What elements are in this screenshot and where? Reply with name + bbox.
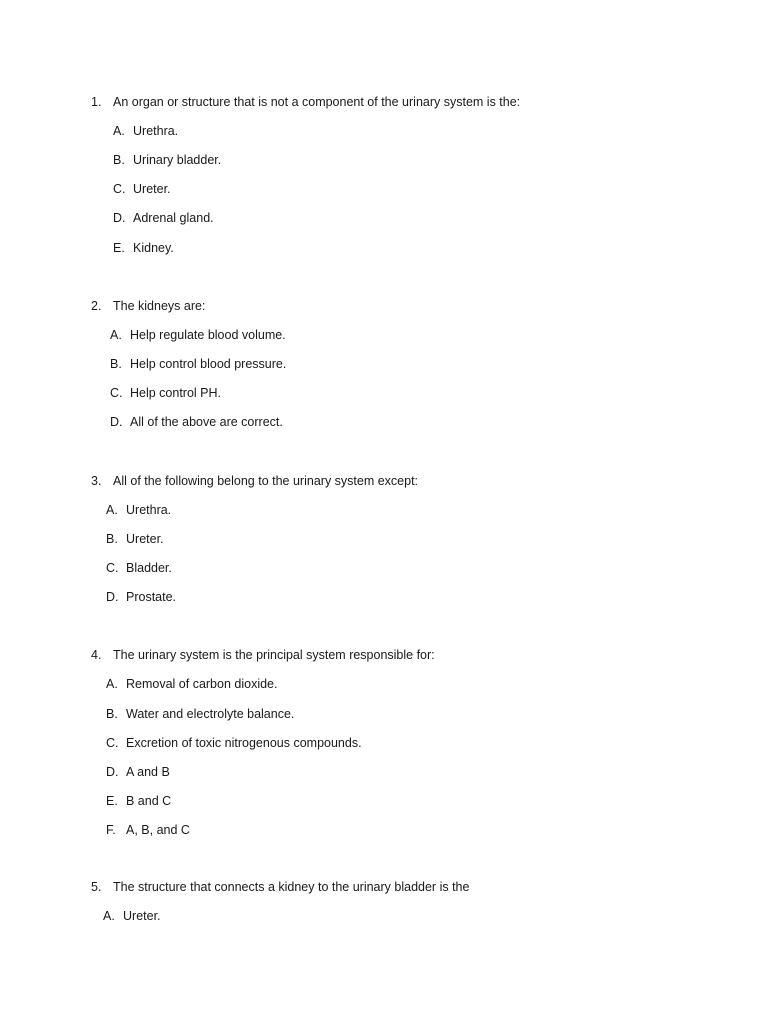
option-text: B and C	[126, 794, 172, 808]
question-2	[91, 298, 205, 314]
question-number: 4.	[91, 648, 102, 662]
option-letter: B.	[110, 357, 122, 371]
option-2d	[110, 414, 283, 430]
option-2a	[110, 327, 286, 343]
option-text: Urinary bladder.	[133, 153, 222, 167]
option-letter: D.	[106, 590, 119, 604]
option-letter: D.	[106, 765, 119, 779]
option-4d	[106, 764, 170, 780]
option-letter: A.	[103, 909, 115, 923]
option-3c	[106, 560, 172, 576]
option-4f	[106, 822, 190, 838]
option-text: Ureter.	[123, 909, 161, 923]
question-3	[91, 473, 418, 489]
option-text: Water and electrolyte balance.	[126, 707, 295, 721]
option-letter: E.	[113, 241, 125, 255]
option-letter: C.	[106, 561, 119, 575]
option-text: Ureter.	[126, 532, 164, 546]
option-1c	[113, 181, 171, 197]
question-text: An organ or structure that is not a component of the urinary system is the:	[113, 95, 521, 109]
question-number: 1.	[91, 95, 102, 109]
option-2b	[110, 356, 286, 372]
option-letter: D.	[113, 211, 126, 225]
option-letter: F.	[106, 823, 116, 837]
option-3b	[106, 531, 164, 547]
option-letter: E.	[106, 794, 118, 808]
option-4c	[106, 735, 362, 751]
option-letter: B.	[106, 532, 118, 546]
option-text: Help regulate blood volume.	[130, 328, 286, 342]
option-2c	[110, 385, 221, 401]
option-text: Kidney.	[133, 241, 174, 255]
option-1e	[113, 240, 174, 256]
option-1d	[113, 210, 214, 226]
option-letter: A.	[110, 328, 122, 342]
option-1b	[113, 152, 221, 168]
option-3a	[106, 502, 171, 518]
question-5	[91, 879, 469, 895]
question-text: All of the following belong to the urinary system except:	[113, 474, 419, 488]
option-text: A and B	[126, 765, 170, 779]
option-text: Ureter.	[133, 182, 171, 196]
question-text: The structure that connects a kidney to the urinary bladder is the	[113, 880, 470, 894]
question-number: 2.	[91, 299, 102, 313]
option-4e	[106, 793, 171, 809]
option-text: Excretion of toxic nitrogenous compounds.	[126, 736, 362, 750]
option-letter: A.	[106, 677, 118, 691]
option-5a	[103, 908, 161, 924]
option-text: Urethra.	[133, 124, 179, 138]
option-letter: C.	[106, 736, 119, 750]
option-text: Prostate.	[126, 590, 177, 604]
question-number: 5.	[91, 880, 102, 894]
option-4a	[106, 676, 277, 692]
option-text: A, B, and C	[126, 823, 190, 837]
option-letter: A.	[113, 124, 125, 138]
option-letter: D.	[110, 415, 123, 429]
option-text: Urethra.	[126, 503, 172, 517]
option-text: Bladder.	[126, 561, 172, 575]
option-text: Help control blood pressure.	[130, 357, 287, 371]
option-letter: B.	[113, 153, 125, 167]
question-4	[91, 647, 435, 663]
option-text: All of the above are correct.	[130, 415, 283, 429]
option-letter: B.	[106, 707, 118, 721]
option-text: Removal of carbon dioxide.	[126, 677, 278, 691]
question-1	[91, 94, 520, 110]
question-text: The urinary system is the principal system responsible for:	[113, 648, 435, 662]
option-letter: C.	[110, 386, 123, 400]
option-letter: C.	[113, 182, 126, 196]
option-1a	[113, 123, 178, 139]
question-text: The kidneys are:	[113, 299, 206, 313]
option-text: Help control PH.	[130, 386, 222, 400]
option-3d	[106, 589, 176, 605]
option-text: Adrenal gland.	[133, 211, 214, 225]
option-letter: A.	[106, 503, 118, 517]
question-number: 3.	[91, 474, 102, 488]
option-4b	[106, 706, 294, 722]
